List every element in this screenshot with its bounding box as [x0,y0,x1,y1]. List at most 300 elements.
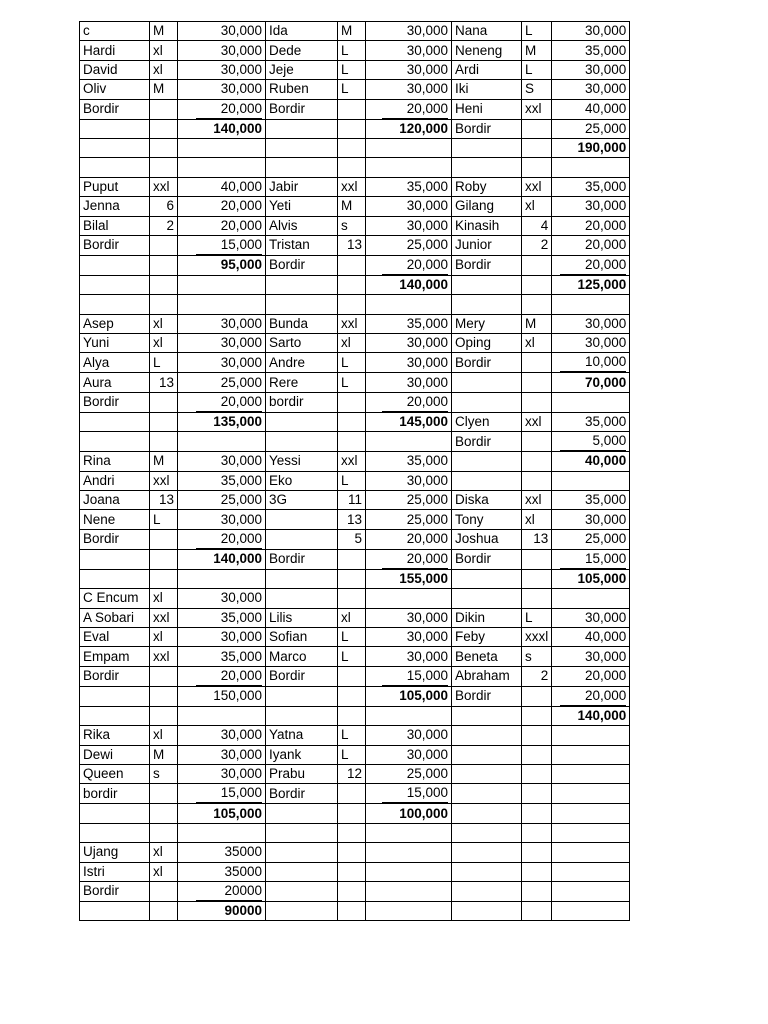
size-cell [150,529,178,549]
name-cell [266,881,338,901]
name-cell: Yessi [266,452,338,471]
amount-cell: 70,000 [552,373,630,392]
amount-cell: 30,000 [552,647,630,666]
amount-cell: 30,000 [552,80,630,99]
size-cell [338,549,366,569]
name-cell [80,804,150,823]
table-row [80,686,630,706]
size-cell [338,843,366,862]
amount-cell [366,138,452,157]
amount-cell: 140,000 [178,119,266,138]
size-cell [522,706,552,725]
name-cell: Bordir [266,99,338,119]
name-cell: Rina [80,452,150,471]
size-cell [150,804,178,823]
size-cell: xl [150,589,178,608]
name-cell: Abraham [452,666,522,686]
amount-cell: 20,000 [552,235,630,255]
size-cell: 2 [150,216,178,235]
table-row [80,901,630,920]
table-row [80,452,630,471]
amount-cell [552,784,630,804]
size-cell [522,862,552,881]
size-cell [338,569,366,588]
name-cell: Iyank [266,745,338,764]
name-cell [452,843,522,862]
name-cell [80,295,150,314]
name-cell: Ruben [266,80,338,99]
name-cell: Jeje [266,60,338,79]
name-cell [452,862,522,881]
size-cell [522,471,552,490]
name-cell [266,412,338,431]
size-cell [338,901,366,920]
amount-cell [552,862,630,881]
name-cell [452,823,522,842]
table-row [80,804,630,823]
amount-cell: 140,000 [552,706,630,725]
amount-cell: 155,000 [366,569,452,588]
name-cell: c [80,22,150,41]
size-cell [338,823,366,842]
size-cell [522,843,552,862]
size-cell: xxl [150,647,178,666]
amount-cell [366,589,452,608]
name-cell: Bordir [80,666,150,686]
size-cell [338,706,366,725]
size-cell [522,569,552,588]
amount-cell [178,99,266,119]
name-cell: Tony [452,510,522,529]
size-cell [338,158,366,177]
name-cell [266,843,338,862]
table-row [80,471,630,490]
amount-cell: 150,000 [178,686,266,706]
amount-cell: 30,000 [366,745,452,764]
amount-cell: 30,000 [366,647,452,666]
table-row [80,216,630,235]
size-cell [338,862,366,881]
size-cell: xxl [150,471,178,490]
table-row [80,22,630,41]
amount-cell [366,784,452,804]
amount-cell: 40,000 [552,99,630,119]
amount-cell: 35,000 [366,314,452,333]
amount-cell [366,823,452,842]
subtotal-value: 10,000 [560,353,626,372]
name-cell: Asep [80,314,150,333]
amount-cell: 25,000 [366,491,452,510]
size-cell [338,589,366,608]
amount-cell [366,666,452,686]
name-cell: Bordir [452,353,522,373]
subtotal-value: 20,000 [196,667,262,686]
size-cell [338,804,366,823]
table-row [80,41,630,60]
size-cell: xl [150,60,178,79]
name-cell [266,901,338,920]
table-row [80,726,630,745]
amount-cell: 190,000 [552,138,630,157]
size-cell [150,392,178,412]
amount-cell [178,392,266,412]
table-row [80,569,630,588]
size-cell: xl [150,334,178,353]
table-row [80,177,630,196]
amount-cell: 30,000 [178,314,266,333]
amount-cell [366,255,452,275]
size-cell: xxxl [522,627,552,646]
name-cell [266,158,338,177]
amount-cell [178,666,266,686]
size-cell: L [338,647,366,666]
size-cell: xxl [150,177,178,196]
amount-cell: 35,000 [178,647,266,666]
size-cell [150,255,178,275]
size-cell: xxl [522,99,552,119]
name-cell: Oliv [80,80,150,99]
size-cell: xl [522,197,552,216]
name-cell: Jabir [266,177,338,196]
amount-cell [178,569,266,588]
size-cell [150,666,178,686]
name-cell [80,823,150,842]
size-cell: L [338,471,366,490]
size-cell: M [522,314,552,333]
name-cell: Bordir [452,432,522,452]
subtotal-value: 20,000 [382,100,448,119]
name-cell: Aura [80,373,150,392]
size-cell: xl [150,627,178,646]
size-cell [150,275,178,294]
amount-cell: 90000 [178,901,266,920]
name-cell: Prabu [266,764,338,783]
name-cell [266,275,338,294]
size-cell [522,745,552,764]
subtotal-value: 20,000 [382,256,448,275]
amount-cell: 30,000 [366,627,452,646]
amount-cell [366,881,452,901]
amount-cell [552,255,630,275]
size-cell [150,295,178,314]
subtotal-value: 20,000 [560,687,626,706]
amount-cell: 30,000 [366,353,452,373]
subtotal-value: 5,000 [560,432,626,451]
size-cell: 13 [150,373,178,392]
amount-cell [552,295,630,314]
name-cell [452,275,522,294]
size-cell [150,549,178,569]
name-cell: C Encum [80,589,150,608]
amount-cell: 95,000 [178,255,266,275]
name-cell: Hardi [80,41,150,60]
table-row [80,138,630,157]
amount-cell [552,881,630,901]
size-cell: 13 [522,529,552,549]
amount-cell: 35000 [178,862,266,881]
name-cell: Joshua [452,529,522,549]
amount-cell: 30,000 [178,22,266,41]
amount-cell: 35,000 [552,491,630,510]
size-cell: xl [522,510,552,529]
size-cell: L [522,22,552,41]
size-cell [150,138,178,157]
name-cell [452,295,522,314]
amount-cell [178,881,266,901]
name-cell [452,726,522,745]
size-cell: s [522,647,552,666]
table-row [80,589,630,608]
amount-cell [366,901,452,920]
amount-cell: 30,000 [366,608,452,627]
subtotal-value: 20000 [196,882,262,901]
size-cell [338,119,366,138]
name-cell: Alya [80,353,150,373]
amount-cell: 30,000 [366,373,452,392]
name-cell [452,373,522,392]
name-cell [452,471,522,490]
size-cell [338,784,366,804]
name-cell: Bordir [80,881,150,901]
table-row [80,432,630,452]
name-cell: Alvis [266,216,338,235]
size-cell: xxl [338,452,366,471]
amount-cell: 30,000 [366,80,452,99]
table-row [80,295,630,314]
name-cell: Bordir [80,392,150,412]
size-cell: M [150,22,178,41]
size-cell: xl [150,862,178,881]
size-cell: L [522,608,552,627]
name-cell: Junior [452,235,522,255]
size-cell [338,99,366,119]
name-cell [266,529,338,549]
size-cell [522,452,552,471]
size-cell [522,686,552,706]
amount-cell: 105,000 [366,686,452,706]
name-cell: Heni [452,99,522,119]
name-cell: Jenna [80,197,150,216]
name-cell: Nene [80,510,150,529]
subtotal-value: 15,000 [382,784,448,803]
name-cell [80,686,150,706]
amount-cell: 30,000 [552,60,630,79]
name-cell: Lilis [266,608,338,627]
amount-cell [552,901,630,920]
size-cell: 13 [338,235,366,255]
name-cell: Gilang [452,197,522,216]
name-cell [452,784,522,804]
table-row [80,881,630,901]
size-cell [338,138,366,157]
name-cell [452,138,522,157]
name-cell: Andri [80,471,150,490]
size-cell: 2 [522,235,552,255]
name-cell: Ardi [452,60,522,79]
size-cell: L [522,60,552,79]
size-cell [150,158,178,177]
size-cell: L [150,510,178,529]
amount-cell [552,843,630,862]
amount-cell: 40,000 [552,627,630,646]
name-cell [266,295,338,314]
name-cell [266,706,338,725]
amount-cell: 20,000 [178,216,266,235]
amount-cell: 30,000 [366,60,452,79]
amount-cell [366,843,452,862]
name-cell: Bilal [80,216,150,235]
amount-cell [552,764,630,783]
size-cell [522,432,552,452]
amount-cell [178,706,266,725]
size-cell: 13 [150,491,178,510]
name-cell [452,881,522,901]
size-cell [150,881,178,901]
subtotal-value: 20,000 [560,256,626,275]
name-cell: bordir [266,392,338,412]
amount-cell: 30,000 [366,334,452,353]
amount-cell: 30,000 [366,41,452,60]
amount-cell [552,353,630,373]
table-row [80,784,630,804]
size-cell [522,255,552,275]
amount-cell: 30,000 [552,510,630,529]
size-cell: 6 [150,197,178,216]
spreadsheet-table [79,21,630,921]
size-cell [522,881,552,901]
size-cell [150,784,178,804]
name-cell [80,432,150,452]
table-row [80,99,630,119]
amount-cell: 30,000 [178,41,266,60]
name-cell [80,412,150,431]
amount-cell: 105,000 [552,569,630,588]
size-cell [522,823,552,842]
name-cell [266,510,338,529]
size-cell [150,706,178,725]
amount-cell: 30,000 [366,197,452,216]
name-cell: Bordir [266,255,338,275]
amount-cell: 35000 [178,843,266,862]
name-cell: Joana [80,491,150,510]
name-cell [266,569,338,588]
size-cell: 11 [338,491,366,510]
table-row [80,255,630,275]
amount-cell: 30,000 [366,216,452,235]
amount-cell [178,138,266,157]
amount-cell: 35,000 [178,471,266,490]
amount-cell: 35,000 [366,177,452,196]
size-cell [338,295,366,314]
table-row [80,197,630,216]
size-cell: M [150,745,178,764]
name-cell [80,549,150,569]
subtotal-value: 15,000 [196,784,262,803]
amount-cell: 25,000 [178,373,266,392]
amount-cell [552,745,630,764]
size-cell [338,412,366,431]
subtotal-value: 20,000 [382,393,448,412]
amount-cell: 25,000 [366,764,452,783]
size-cell [150,686,178,706]
size-cell [150,432,178,452]
name-cell [266,138,338,157]
amount-cell [552,804,630,823]
amount-cell: 140,000 [366,275,452,294]
name-cell: Istri [80,862,150,881]
size-cell [338,432,366,452]
name-cell [80,158,150,177]
table-row [80,334,630,353]
amount-cell: 35,000 [552,41,630,60]
size-cell [338,255,366,275]
name-cell: Dede [266,41,338,60]
amount-cell: 30,000 [178,60,266,79]
amount-cell: 20,000 [366,529,452,549]
size-cell: L [338,745,366,764]
amount-cell: 30,000 [178,627,266,646]
size-cell: xxl [522,412,552,431]
size-cell: xl [150,843,178,862]
amount-cell [366,549,452,569]
name-cell: bordir [80,784,150,804]
amount-cell: 30,000 [552,197,630,216]
amount-cell [552,392,630,412]
table-row [80,80,630,99]
name-cell: Feby [452,627,522,646]
size-cell: xxl [338,177,366,196]
size-cell: xxl [522,491,552,510]
size-cell: L [338,726,366,745]
amount-cell [178,432,266,452]
size-cell [522,804,552,823]
size-cell [150,99,178,119]
name-cell [80,569,150,588]
name-cell: Ujang [80,843,150,862]
size-cell [150,901,178,920]
table-row [80,666,630,686]
size-cell [522,373,552,392]
name-cell: Rika [80,726,150,745]
amount-cell: 140,000 [178,549,266,569]
amount-cell [366,295,452,314]
table-row [80,627,630,646]
name-cell: Yatna [266,726,338,745]
table-row [80,764,630,783]
name-cell: Bordir [452,549,522,569]
subtotal-value: 20,000 [196,100,262,119]
name-cell [452,392,522,412]
size-cell: M [338,22,366,41]
size-cell: M [522,41,552,60]
size-cell: s [338,216,366,235]
subtotal-value: 20,000 [196,393,262,412]
size-cell [522,726,552,745]
name-cell: Bordir [80,99,150,119]
name-cell [452,745,522,764]
size-cell: M [150,80,178,99]
amount-cell: 30,000 [178,589,266,608]
amount-cell [552,686,630,706]
subtotal-value: 15,000 [196,236,262,255]
name-cell [266,432,338,452]
amount-cell: 25,000 [552,119,630,138]
amount-cell [178,158,266,177]
amount-cell [552,432,630,452]
name-cell: Bordir [452,119,522,138]
size-cell [522,158,552,177]
amount-cell [552,471,630,490]
